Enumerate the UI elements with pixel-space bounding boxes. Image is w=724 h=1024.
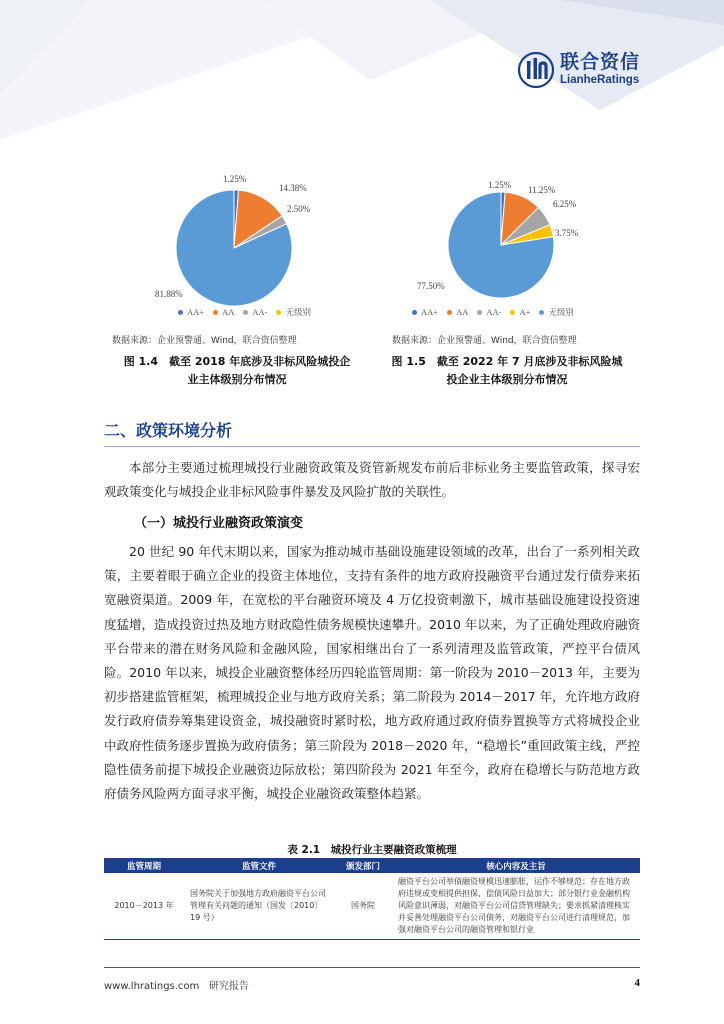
footer-website: www.lhratings.com	[104, 981, 200, 992]
legend-item	[213, 306, 234, 318]
logo-mark-icon	[518, 52, 554, 88]
cell-content: 融资平台公司举债融资规模迅速膨胀，运作不够规范；存在地方政府违规或变相提供担保，偿债风险日益加大；部分银行业金融机构风险意识薄弱，对融资平台公司信贷管理缺失；要求抓紧清理核实并妥善处理融资平台公司债务，对融资平台公司进行清理规范，加强对融资平台公司的融资管理和银行业	[392, 873, 640, 940]
legend-label: AA-	[486, 307, 502, 317]
column-header: 监管文件	[184, 858, 334, 873]
legend-label: AA	[222, 307, 235, 317]
legend-label: A+	[519, 307, 531, 317]
legend-swatch	[213, 310, 218, 315]
data-label-aa-plus: 1.25%	[488, 180, 512, 190]
legend-item	[243, 306, 267, 318]
legend-swatch	[477, 310, 482, 315]
legend-label: AA+	[187, 307, 205, 317]
column-header: 核心内容及主旨	[392, 858, 640, 873]
company-logo	[518, 52, 640, 88]
figure-caption	[104, 353, 370, 389]
legend-item	[477, 306, 501, 318]
data-label-aa: 11.25%	[528, 185, 556, 195]
chart-legend-2022	[412, 306, 583, 318]
column-header: 颁发部门	[334, 858, 392, 873]
legend-label: 无级别	[548, 307, 574, 317]
figure-source-note: 数据来源：企业预警通、Wind，联合资信整理	[112, 336, 297, 346]
legend-item	[178, 306, 204, 318]
legend-swatch	[510, 310, 515, 315]
footer-text	[104, 977, 249, 992]
legend-item	[539, 306, 574, 318]
legend-item	[510, 306, 530, 318]
pie-chart-2022	[446, 190, 556, 300]
legend-swatch	[276, 310, 281, 315]
subsection-heading: （一）城投行业融资政策演变	[134, 516, 304, 531]
intro-paragraph: 本部分主要通过梳理城投行业融资政策及资管新规发布前后非标业务主要监管政策，探寻宏观政策变化与城投企业非标风险事件暴发及风险扩散的关联性。	[104, 460, 640, 500]
legend-swatch	[178, 310, 183, 315]
policy-table	[104, 858, 640, 940]
legend-swatch	[243, 310, 248, 315]
chart-legend-2018	[178, 306, 320, 318]
table-row	[104, 873, 640, 940]
legend-swatch	[447, 310, 452, 315]
legend-item	[276, 306, 311, 318]
figure-source-note: 数据来源：企业预警通、Wind，联合资信整理	[392, 336, 577, 346]
legend-label: AA-	[252, 307, 268, 317]
data-label-aa-minus: 2.50%	[287, 204, 311, 214]
figure-caption	[374, 353, 640, 389]
body-paragraph: 20 世纪 90 年代末期以来，国家为推动城市基础设施建设领域的改革，出台了一系列相关政策，主要着眼于确立企业的投资主体地位，支持有条件的地方政府投融资平台通过发行债券来拓宽融资渠道。2009 年，在宽松的平台融资环境及 4 万亿投资刺激下，城市基础设施建设投资速度猛增，造成投资过热及地方财政隐性债务规模快速攀升。2010 年以来，为了正确处理政府融资平台带来的潜在财务风险和金融风险，国家相继出台了一系列清理及监管政策，严控平台债风险。2010 年以来，城投企业融资整体经历四轮监管周期：第一阶段为 2010－2013 年，主要为初步搭建监管框架，梳理城投企业与地方政府关系；第二阶段为 2014－2017 年，允许地方政府发行政府债券筹集建设资金，城投融资时紧时松，地方政府通过政府债券置换等方式将城投企业中政府性债务逐步置换为政府债务；第三阶段为 2018－2020 年，“稳增长”重回政策主线，严控隐性债务前提下城投企业融资边际放松；第四阶段为 2021 年至今，政府在稳增长与防范地方政府债务风险两方面寻求平衡，城投企业融资政策整体趋紧。	[104, 544, 640, 802]
cell-issuer: 国务院	[334, 873, 392, 940]
data-label-aa-minus: 6.25%	[553, 199, 577, 209]
section-title: 二、政策环境分析	[104, 421, 233, 440]
legend-item	[412, 306, 438, 318]
legend-label: AA	[456, 307, 469, 317]
logo-chinese-name: 联合资信	[560, 51, 641, 74]
data-label-aa-plus: 1.25%	[223, 174, 247, 184]
legend-item	[447, 306, 468, 318]
table-caption: 表 2.1 城投行业主要融资政策梳理	[287, 844, 457, 856]
data-label-aa: 14.38%	[279, 183, 307, 193]
section-divider	[104, 446, 640, 447]
data-label-a-plus: 3.75%	[555, 228, 579, 238]
footer-divider	[104, 967, 640, 968]
column-header: 监管周期	[104, 858, 184, 873]
legend-label: 无级别	[285, 307, 311, 317]
legend-swatch	[412, 310, 417, 315]
legend-swatch	[539, 310, 544, 315]
data-label-unrated: 77.50%	[417, 281, 445, 291]
cell-period: 2010－2013 年	[104, 873, 184, 940]
cell-document: 国务院关于加强地方政府融资平台公司管理有关问题的通知（国发〔2010〕19 号）	[184, 873, 334, 940]
figure-caption-line: 投企业主体级别分布情况	[446, 373, 568, 386]
page-number: 4	[634, 977, 640, 989]
table-header-row	[104, 858, 640, 873]
footer-doc-type: 研究报告	[208, 981, 249, 992]
logo-english-name: LianheRatings	[560, 74, 640, 87]
figure-caption-line: 图 1.5 截至 2022 年 7 月底涉及非标风险城	[391, 355, 623, 368]
data-label-unrated: 81.88%	[155, 289, 183, 299]
figure-caption-line: 业主体级别分布情况	[187, 373, 287, 386]
pie-chart-2018	[174, 188, 294, 308]
figure-caption-line: 图 1.4 截至 2018 年底涉及非标风险城投企	[123, 355, 351, 368]
legend-label: AA+	[421, 307, 439, 317]
